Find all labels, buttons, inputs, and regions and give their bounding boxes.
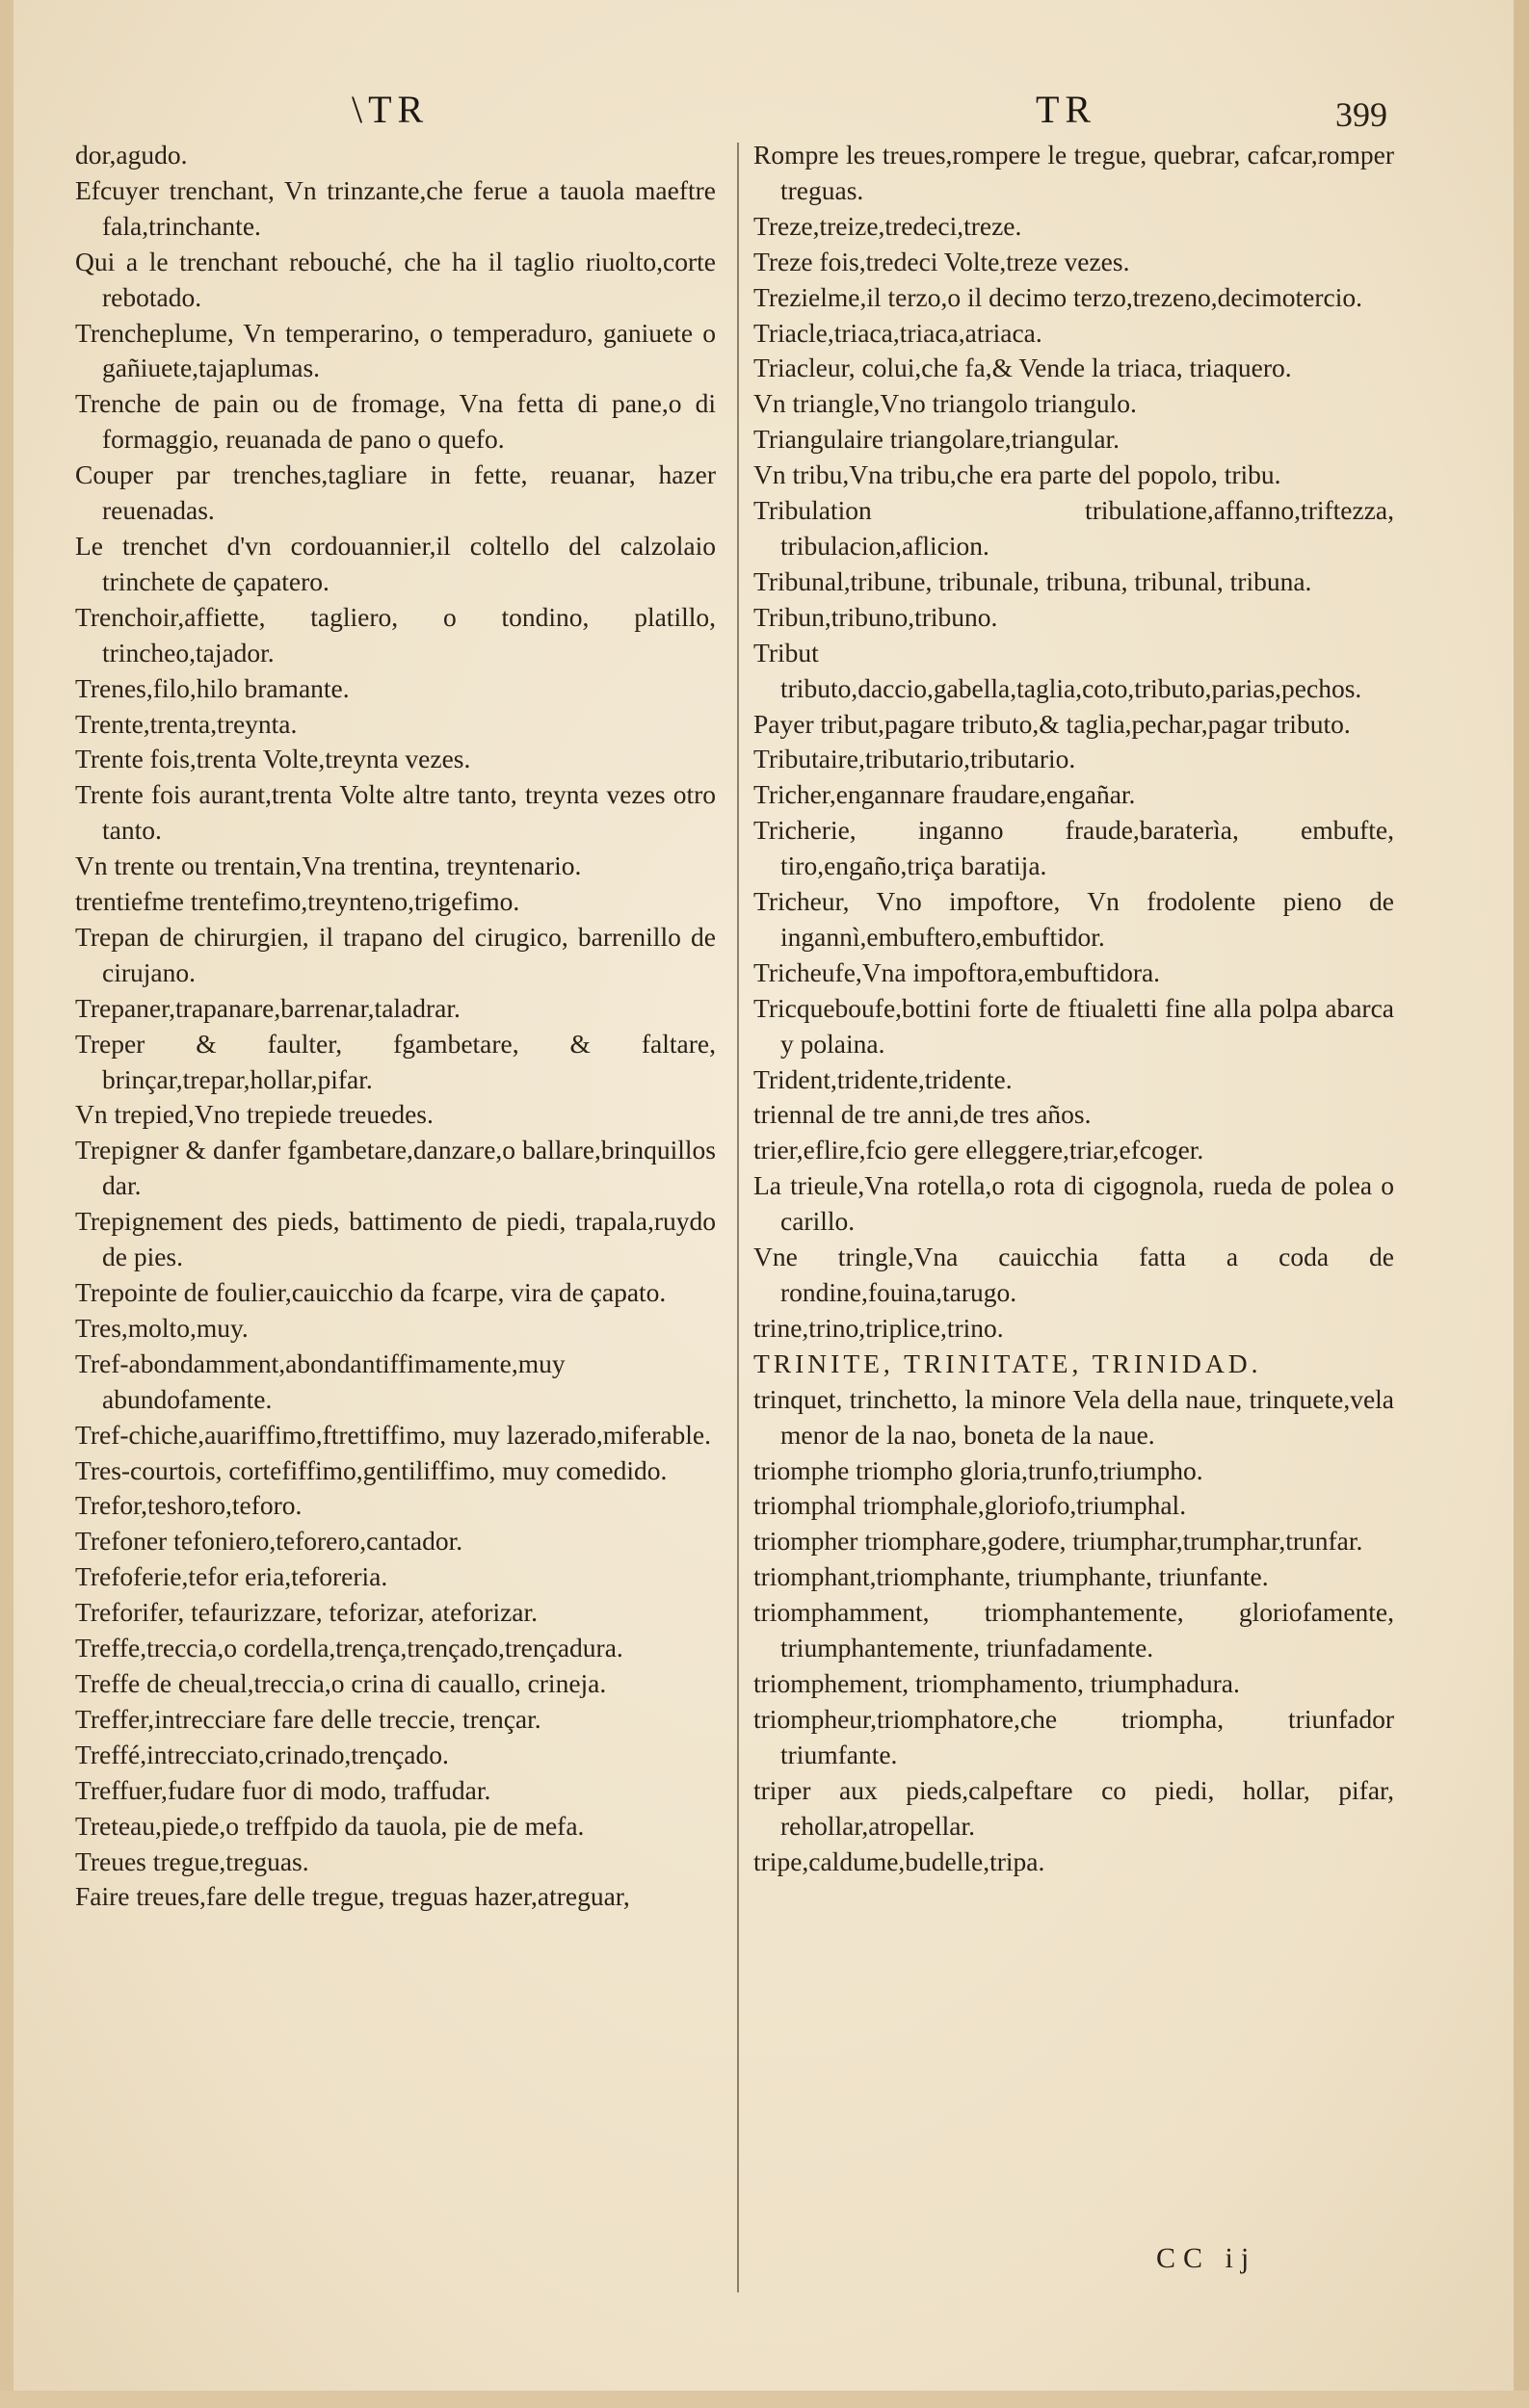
dictionary-entry: Vne tringle,Vna cauicchia fatta a coda de rondine,fouina,tarugo. <box>753 1242 1394 1307</box>
dictionary-entry: Trepan de chirurgien, il trapano del cirugico, barrenillo de cirujano. <box>75 921 716 987</box>
dictionary-entry: Treffe,treccia,o cordella,trença,trençado,trençadura. <box>75 1633 623 1663</box>
dictionary-entry: Treteau,piede,o treffpido da tauola, pie de mefa. <box>75 1810 585 1841</box>
dictionary-entry: Tref-abondamment,abondantiffimamente,muy abundofamente. <box>75 1348 566 1414</box>
page-edge-left <box>0 0 13 2408</box>
dictionary-entry: Triangulaire triangolare,triangular. <box>753 424 1120 455</box>
dictionary-entry: Treze fois,tredeci Volte,treze vezes. <box>753 246 1130 276</box>
dictionary-entry: Tref-chiche,auariffimo,ftrettiffimo, muy lazerado,miferable. <box>75 1419 711 1450</box>
dictionary-entry: triompher triomphare,godere, triumphar,trumphar,trunfar. <box>753 1526 1363 1557</box>
dictionary-entry: Tres,molto,muy. <box>75 1312 249 1343</box>
page-edge-right <box>1514 0 1529 2408</box>
dictionary-entry: Trenche de pain ou de fromage, Vna fetta di pane,o di formaggio, reuanada de pano o quefo. <box>75 388 716 455</box>
dictionary-entry: Treze,treize,tredeci,treze. <box>753 210 1022 241</box>
dictionary-entry: Tribunal,tribune, tribunale, tribuna, tribunal, tribuna. <box>753 565 1312 596</box>
left-column <box>75 138 716 1915</box>
dictionary-entry: Trente fois aurant,trenta Volte altre tanto, treynta vezes otro tanto. <box>75 779 716 846</box>
dictionary-entry: Trepaner,trapanare,barrenar,taladrar. <box>75 992 461 1023</box>
dictionary-entry: Triacle,triaca,triaca,atriaca. <box>753 317 1042 348</box>
dictionary-entry: trinquet, trinchetto, la minore Vela della naue, trinquete,vela menor de la nao, boneta de la naue. <box>753 1383 1394 1450</box>
dictionary-entry: triomphal triomphale,gloriofo,triumphal. <box>753 1490 1187 1521</box>
dictionary-entry: Treffuer,fudare fuor di modo, traffudar. <box>75 1774 491 1805</box>
dictionary-entry: triomphant,triomphante, triumphante, triunfante. <box>753 1561 1269 1592</box>
dictionary-entry: triomphe triompho gloria,trunfo,triumpho. <box>753 1454 1203 1485</box>
dictionary-entry: Treues tregue,treguas. <box>75 1845 309 1876</box>
dictionary-entry: Payer tribut,pagare tributo,& taglia,pechar,pagar tributo. <box>753 708 1351 739</box>
dictionary-entry: Tricqueboufe,bottini forte de ftiualetti fine alla polpa abarca y polaina. <box>753 992 1394 1059</box>
dictionary-entry: triomphement, triomphamento, triumphadura. <box>753 1667 1240 1698</box>
running-head-left: \TR <box>352 88 430 131</box>
dictionary-entry: Tribut tributo,daccio,gabella,taglia,coto,tributo,parias,pechos. <box>753 637 1362 703</box>
dictionary-entry: Treffé,intrecciato,crinado,trençado. <box>75 1739 449 1769</box>
dictionary-entry: Trepignement des pieds, battimento de piedi, trapala,ruydo de pies. <box>75 1206 716 1272</box>
dictionary-entry: triennal de tre anni,de tres años. <box>753 1099 1092 1130</box>
dictionary-entry: Trencheplume, Vn temperarino, o temperaduro, ganiuete o gañiuete,tajaplumas. <box>75 317 716 383</box>
dictionary-entry: Tribun,tribuno,tribuno. <box>753 601 998 632</box>
dictionary-entry: Trente fois,trenta Volte,treynta vezes. <box>75 744 471 774</box>
dictionary-entry: Faire treues,fare delle tregue, treguas hazer,atreguar, <box>75 1881 630 1912</box>
dictionary-entry: Treper & faulter, fgambetare, & faltare, brinçar,trepar,hollar,pifar. <box>75 1028 716 1094</box>
right-column <box>753 138 1394 1879</box>
dictionary-entry: dor,agudo. <box>75 140 188 170</box>
dictionary-entry: Trefoner tefoniero,teforero,cantador. <box>75 1526 463 1557</box>
dictionary-entry: La trieule,Vna rotella,o rota di cigognola, rueda de polea o carillo. <box>753 1170 1394 1237</box>
dictionary-entry: Triacleur, colui,che fa,& Vende la triaca, triaquero. <box>753 353 1292 383</box>
dictionary-entry: Trenchoir,affiette, tagliero, o tondino, platillo, trincheo,tajador. <box>75 601 716 667</box>
dictionary-entry: Efcuyer trenchant, Vn trinzante,che ferue a tauola maeftre fala,trinchante. <box>75 174 716 241</box>
dictionary-entry: Treforifer, tefaurizzare, teforizar, ateforizar. <box>75 1597 539 1628</box>
dictionary-entry: trine,trino,triplice,trino. <box>753 1312 1004 1343</box>
page-number: 399 <box>1335 95 1387 134</box>
dictionary-entry: triomphamment, triomphantemente, gloriofamente, triumphantemente, triunfadamente. <box>753 1597 1394 1663</box>
dictionary-entry: tripe,caldume,budelle,tripa. <box>753 1845 1045 1876</box>
dictionary-entry: Trepointe de foulier,cauicchio da fcarpe, vira de çapato. <box>75 1277 667 1307</box>
dictionary-entry: Trepigner & danfer fgambetare,danzare,o ballare,brinquillos dar. <box>75 1135 716 1201</box>
dictionary-entry: trier,eflire,fcio gere elleggere,triar,efcoger. <box>753 1135 1204 1165</box>
dictionary-entry: Trente,trenta,treynta. <box>75 708 298 739</box>
dictionary-entry: Couper par trenches,tagliare in fette, reuanar, hazer reuenadas. <box>75 459 716 526</box>
dictionary-entry: Tricheur, Vno impoftore, Vn frodolente pieno de ingannì,embuftero,embuftidor. <box>753 886 1394 952</box>
dictionary-entry: Tricheufe,Vna impoftora,embuftidora. <box>753 956 1161 987</box>
dictionary-entry: Vn trente ou trentain,Vna trentina, treyntenario. <box>75 851 582 881</box>
dictionary-entry: Qui a le trenchant rebouché, che ha il taglio riuolto,corte rebotado. <box>75 246 716 312</box>
dictionary-entry: Tricher,engannare fraudare,engañar. <box>753 779 1136 810</box>
dictionary-entry: Le trenchet d'vn cordouannier,il coltello del calzolaio trinchete de çapatero. <box>75 530 716 596</box>
page-edge-bottom <box>0 2391 1529 2408</box>
signature-mark: CC ij <box>1156 2242 1257 2274</box>
dictionary-entry: triper aux pieds,calpeftare co piedi, hollar, pifar, rehollar,atropellar. <box>753 1774 1394 1841</box>
dictionary-entry: Rompre les treues,rompere le tregue, quebrar, cafcar,romper treguas. <box>753 140 1394 205</box>
dictionary-entry: TRINITE, TRINITATE, TRINIDAD. <box>753 1348 1262 1378</box>
dictionary-entry: Tricherie, inganno fraude,baraterìa, embufte, tiro,engaño,triça baratija. <box>753 815 1394 881</box>
dictionary-entry: Treffe de cheual,treccia,o crina di cauallo, crineja. <box>75 1667 607 1698</box>
dictionary-entry: Trefoferie,tefor eria,teforeria. <box>75 1561 388 1592</box>
dictionary-entry: Tres-courtois, cortefiffimo,gentiliffimo, muy comedido. <box>75 1454 668 1485</box>
running-head-right: TR <box>1036 88 1097 131</box>
dictionary-entry: Treffer,intrecciare fare delle treccie, trençar. <box>75 1703 541 1734</box>
dictionary-entry: Tributaire,tributario,tributario. <box>753 744 1076 774</box>
dictionary-entry: Tribulation tribulatione,affanno,triftezza, tribulacion,aflicion. <box>753 495 1394 561</box>
dictionary-entry: Trezielme,il terzo,o il decimo terzo,trezeno,decimotercio. <box>753 281 1362 312</box>
dictionary-entry: Trenes,filo,hilo bramante. <box>75 672 350 703</box>
dictionary-entry: trentiefme trentefimo,treynteno,trigefimo. <box>75 886 520 917</box>
dictionary-entry: Trefor,teshoro,teforo. <box>75 1490 303 1521</box>
dictionary-entry: Trident,tridente,tridente. <box>753 1063 1013 1094</box>
dictionary-entry: Vn tribu,Vna tribu,che era parte del popolo, tribu. <box>753 459 1281 490</box>
column-divider <box>737 143 739 2292</box>
dictionary-entry: Vn trepied,Vno trepiede treuedes. <box>75 1099 434 1130</box>
dictionary-entry: Vn triangle,Vno triangolo triangulo. <box>753 388 1137 419</box>
dictionary-entry: triompheur,triomphatore,che triompha, triunfador triumfante. <box>753 1703 1394 1769</box>
